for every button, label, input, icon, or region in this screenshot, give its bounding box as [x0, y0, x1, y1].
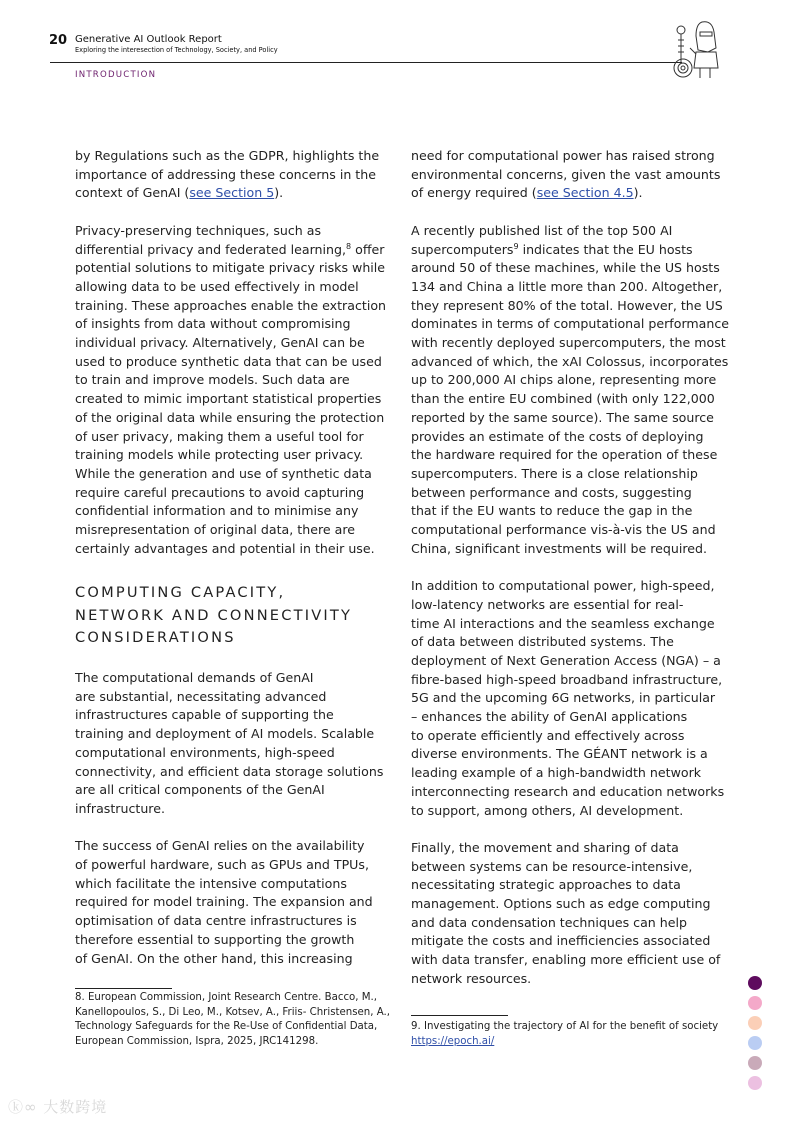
text-line: to operate efficiently and effectively across	[411, 727, 685, 743]
footnote-9	[411, 1020, 718, 1049]
paragraph	[411, 839, 731, 989]
report-subtitle: Exploring the interesection of Technology, Society, and Policy	[75, 46, 278, 54]
footnote-ref[interactable]: 8	[346, 241, 352, 251]
footnote-line: 8. European Commission, Joint Research Centre. Bacco, M.,	[75, 992, 378, 1003]
text-line: 5G and the upcoming 6G networks, in particular	[411, 690, 716, 706]
footnote-line: European Commission, Ispra, 2025, JRC141298.	[75, 1035, 319, 1047]
paragraph	[75, 222, 395, 559]
text-line: training models while protecting user privacy.	[75, 447, 364, 463]
text-line: are substantial, necessitating advanced	[75, 688, 327, 704]
text-line: context of GenAI (see Section 5).	[75, 185, 284, 201]
text-line: of energy required (see Section 4.5).	[411, 185, 643, 201]
text-line: require careful precautions to avoid capturing	[75, 484, 365, 500]
text-line: time AI interactions and the seamless exchange	[411, 615, 715, 631]
report-title: Generative AI Outlook Report	[75, 34, 222, 45]
text-line: training and deployment of AI models. Scalable	[75, 726, 375, 742]
text-line: with data transfer, enabling more efficient use of	[411, 952, 721, 968]
text-line: connectivity, and efficient data storage solutions	[75, 763, 384, 779]
text-line: dominates in terms of computational performance	[411, 316, 730, 332]
text-line: to train and improve models. Such data are	[75, 372, 350, 388]
decorative-dot	[748, 976, 762, 990]
heading-line: CONSIDERATIONS	[75, 629, 236, 646]
text-line: by Regulations such as the GDPR, highlights the	[75, 148, 380, 163]
footnote-8	[75, 991, 390, 1049]
text-line: around 50 of these machines, while the US hosts	[411, 260, 720, 276]
heading-line: NETWORK AND CONNECTIVITY	[75, 606, 353, 624]
text-line: of data between distributed systems. The	[411, 634, 674, 650]
section-heading	[75, 582, 352, 650]
text-line: While the generation and use of synthetic data	[75, 465, 372, 481]
decorative-dot	[748, 996, 762, 1010]
left-column-bottom	[75, 669, 395, 987]
epoch-ai-link[interactable]: https://epoch.ai/	[411, 1035, 495, 1047]
text-line: they represent 80% of the total. However, the US	[411, 297, 723, 313]
page-number: 20	[49, 33, 68, 48]
text-line: computational performance vis-à-vis the US and	[411, 522, 716, 538]
section-label: INTRODUCTION	[75, 70, 157, 80]
text-line: which facilitate the intensive computations	[75, 875, 347, 891]
text-line: provides an estimate of the costs of deploying	[411, 428, 704, 444]
heading-line: COMPUTING CAPACITY,	[75, 584, 286, 601]
text-line: deployment of Next Generation Access (NGA) – a	[411, 652, 721, 668]
paragraph	[411, 222, 731, 559]
decorative-dot	[748, 1016, 762, 1030]
text-line: up to 200,000 AI chips alone, representing more	[411, 372, 717, 388]
text-line: Privacy-preserving techniques, such as	[75, 222, 322, 238]
footnote-divider	[75, 988, 172, 989]
footnote-line: Technology Safeguards for the Re-Use of Confidential Data,	[75, 1021, 378, 1032]
footnote-divider	[411, 1015, 508, 1016]
text-line: training. These approaches enable the extraction	[75, 297, 387, 313]
text-line: The success of GenAI relies on the availability	[75, 838, 365, 854]
paragraph	[411, 577, 731, 820]
text-line: between performance and costs, suggesting	[411, 484, 692, 500]
text-line: are all critical components of the GenAI	[75, 782, 325, 798]
paragraph	[75, 669, 395, 819]
text-line: and data condensation techniques can help	[411, 914, 688, 930]
text-line: low-latency networks are essential for real-	[411, 596, 684, 612]
text-line: 134 and China a little more than 200. Altogether,	[411, 278, 723, 294]
text-line: fibre-based high-speed broadband infrastructure,	[411, 671, 723, 687]
text-line: environmental concerns, given the vast amounts	[411, 166, 721, 182]
text-line: of GenAI. On the other hand, this increasing	[75, 950, 353, 966]
text-line: used to produce synthetic data that can be used	[75, 353, 382, 369]
text-line: importance of addressing these concerns in the	[75, 166, 376, 182]
text-line: of the original data while ensuring the protection	[75, 409, 385, 425]
text-line: individual privacy. Alternatively, GenAI can be	[75, 335, 365, 351]
text-line: misrepresentation of original data, there are	[75, 522, 355, 538]
text-line: management. Options such as edge computing	[411, 896, 711, 912]
watermark-text: 大数跨境	[43, 1098, 108, 1116]
text-line: supercomputers$^9$ indicates that the EU hosts	[411, 241, 693, 257]
paragraph	[411, 147, 731, 203]
footnote-line: Kanellopoulos, S., Di Leo, M., Kotsev, A., Friis- Christensen, A.,	[75, 1006, 391, 1018]
text-line: Finally, the movement and sharing of data	[411, 839, 679, 855]
watermark-logo-icon: ⓚ∞	[8, 1098, 44, 1116]
text-line: computational environments, high-speed	[75, 744, 335, 760]
text-line: The computational demands of GenAI	[75, 670, 314, 685]
text-line: certainly advantages and potential in their use.	[75, 540, 375, 556]
footnote-line: 9. Investigating the trajectory of AI for the benefit of society	[411, 1021, 719, 1032]
text-line: supercomputers. There is a close relationship	[411, 465, 698, 481]
text-line: In addition to computational power, high-speed,	[411, 578, 715, 594]
text-line: differential privacy and federated learning,$^8$ offer	[75, 241, 385, 257]
section-link[interactable]: see Section 4.5	[536, 185, 634, 201]
illustration-icon	[668, 18, 724, 80]
text-line: than the entire EU combined (with only 122,000	[411, 391, 715, 407]
text-line: optimisation of data centre infrastructures is	[75, 913, 357, 929]
decorative-dot	[748, 1036, 762, 1050]
header-divider	[50, 62, 682, 63]
paragraph	[75, 147, 395, 203]
decorative-dot	[748, 1076, 762, 1090]
text-line: infrastructures capable of supporting the	[75, 707, 334, 723]
text-line: A recently published list of the top 500 AI	[411, 222, 673, 238]
text-line: necessitating strategic approaches to data	[411, 877, 681, 893]
text-line: reported by the same source). The same source	[411, 409, 714, 425]
text-line: infrastructure.	[75, 800, 165, 816]
text-line: between systems can be resource-intensive,	[411, 858, 693, 874]
text-line: required for model training. The expansion and	[75, 894, 373, 910]
text-line: with recently deployed supercomputers, the most	[411, 335, 726, 351]
text-line: potential solutions to mitigate privacy risks while	[75, 260, 386, 276]
text-line: need for computational power has raised strong	[411, 148, 715, 163]
watermark	[8, 1096, 107, 1117]
decorative-dot	[748, 1056, 762, 1070]
footnote-ref[interactable]: 9	[513, 241, 519, 251]
text-line: therefore essential to supporting the growth	[75, 931, 355, 947]
text-line: allowing data to be used effectively in model	[75, 278, 359, 294]
text-line: confidential information and to minimise any	[75, 503, 359, 519]
text-line: network resources.	[411, 970, 532, 986]
text-line: interconnecting research and education networks	[411, 783, 725, 799]
text-line: China, significant investments will be required.	[411, 540, 708, 556]
text-line: of user privacy, making them a useful tool for	[75, 428, 364, 444]
text-line: – enhances the ability of GenAI applications	[411, 709, 688, 725]
text-line: advanced of which, the xAI Colossus, incorporates	[411, 353, 729, 369]
text-line: of powerful hardware, such as GPUs and TPUs,	[75, 857, 369, 873]
right-column	[411, 147, 731, 1007]
text-line: the hardware required for the operation of these	[411, 447, 718, 463]
text-line: of insights from data without compromising	[75, 316, 351, 332]
text-line: leading example of a high-bandwidth network	[411, 765, 702, 781]
text-line: created to mimic important statistical properties	[75, 391, 382, 407]
text-line: mitigate the costs and inefficiencies associated	[411, 933, 711, 949]
text-line: to support, among others, AI development.	[411, 802, 684, 818]
text-line: that if the EU wants to reduce the gap in the	[411, 503, 693, 519]
paragraph	[75, 837, 395, 968]
section-link[interactable]: see Section 5	[189, 185, 275, 201]
left-column-top	[75, 147, 395, 577]
text-line: diverse environments. The GÉANT network is a	[411, 746, 708, 762]
